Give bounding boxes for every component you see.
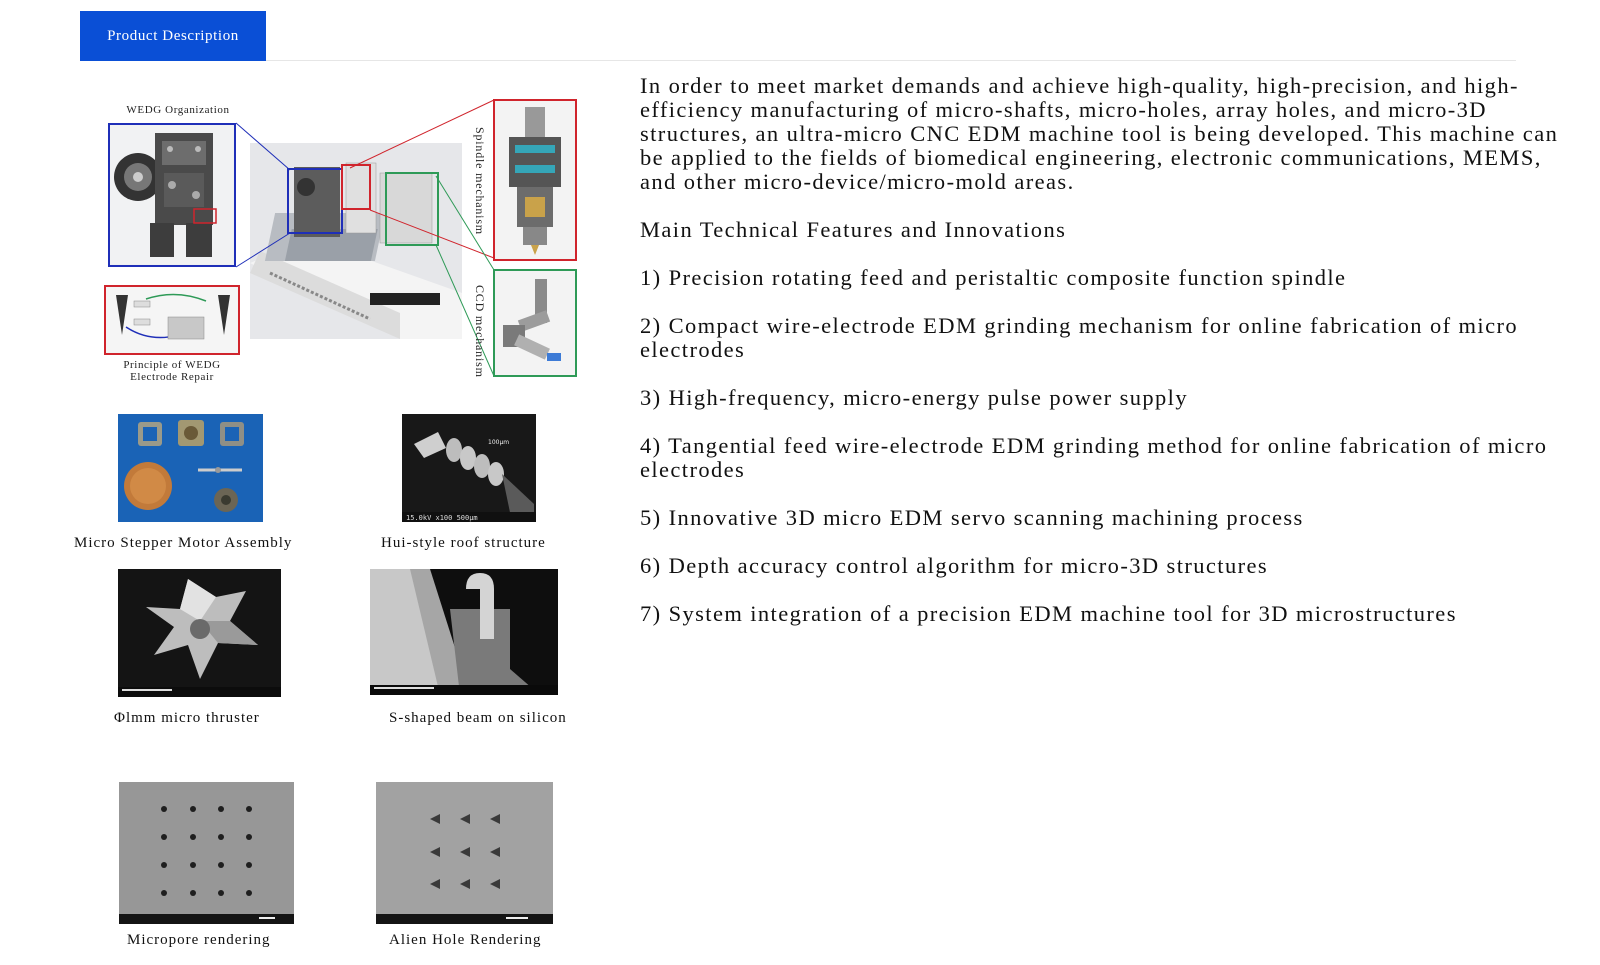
intro-paragraph: In order to meet market demands and achieve high-quality, high-precision, and high-efficiency manufacturing of micro-shafts, micro-holes, array holes, and micro-3D structures, an ultra-micro CNC EDM machine tool is being developed. This machine can be applied to the fields of biomedical engineering, electronic communications, MEMS, and other micro-device/micro-mold areas. [640,73,1559,194]
spindle-mechanism-image [493,99,577,261]
micropore-photo [119,782,294,924]
gallery-caption-1: Micro Stepper Motor Assembly [74,535,293,551]
feature-item: 1) Precision rotating feed and peristaltic composite function spindle [640,265,1347,290]
principle-line-2: Electrode Repair [130,371,214,383]
tab-label: Product Description [107,27,239,44]
svg-text:15.0kV x100 500μm: 15.0kV x100 500μm [406,514,478,522]
s-shaped-beam-photo [370,569,558,695]
hui-style-roof-photo [402,414,536,522]
feature-item: 5) Innovative 3D micro EDM servo scanning machining process [640,505,1304,530]
micro-stepper-motor-photo [118,414,263,522]
wedg-organization-label: WEDG Organization [126,104,230,116]
principle-line-1: Principle of WEDG [123,359,221,371]
gallery-caption-6: Alien Hole Rendering [389,932,542,948]
ccd-mechanism-label: CCD mechanism [473,285,487,378]
gallery-caption-5: Micropore rendering [127,932,271,948]
micro-thruster-photo [118,569,281,697]
alien-hole-photo [376,782,553,924]
spindle-mechanism-label: Spindle mechanism [473,127,487,235]
gallery-caption-4: S-shaped beam on silicon [389,710,567,726]
gallery-caption-2: Hui-style roof structure [381,535,546,551]
features-heading: Main Technical Features and Innovations [640,217,1067,242]
product-description-text [640,74,1560,650]
feature-item: 6) Depth accuracy control algorithm for micro-3D structures [640,553,1269,578]
svg-text:100μm: 100μm [488,439,510,446]
feature-item: 2) Compact wire-electrode EDM grinding mechanism for online fabrication of micro electrodes [640,313,1518,362]
gallery-caption-3: Φlmm micro thruster [114,710,260,726]
ccd-mechanism-image [493,269,577,377]
feature-item: 4) Tangential feed wire-electrode EDM grinding method for online fabrication of micro electrodes [640,433,1548,482]
feature-item: 7) System integration of a precision EDM machine tool for 3D microstructures [640,601,1457,626]
feature-item: 3) High-frequency, micro-energy pulse power supply [640,385,1188,410]
